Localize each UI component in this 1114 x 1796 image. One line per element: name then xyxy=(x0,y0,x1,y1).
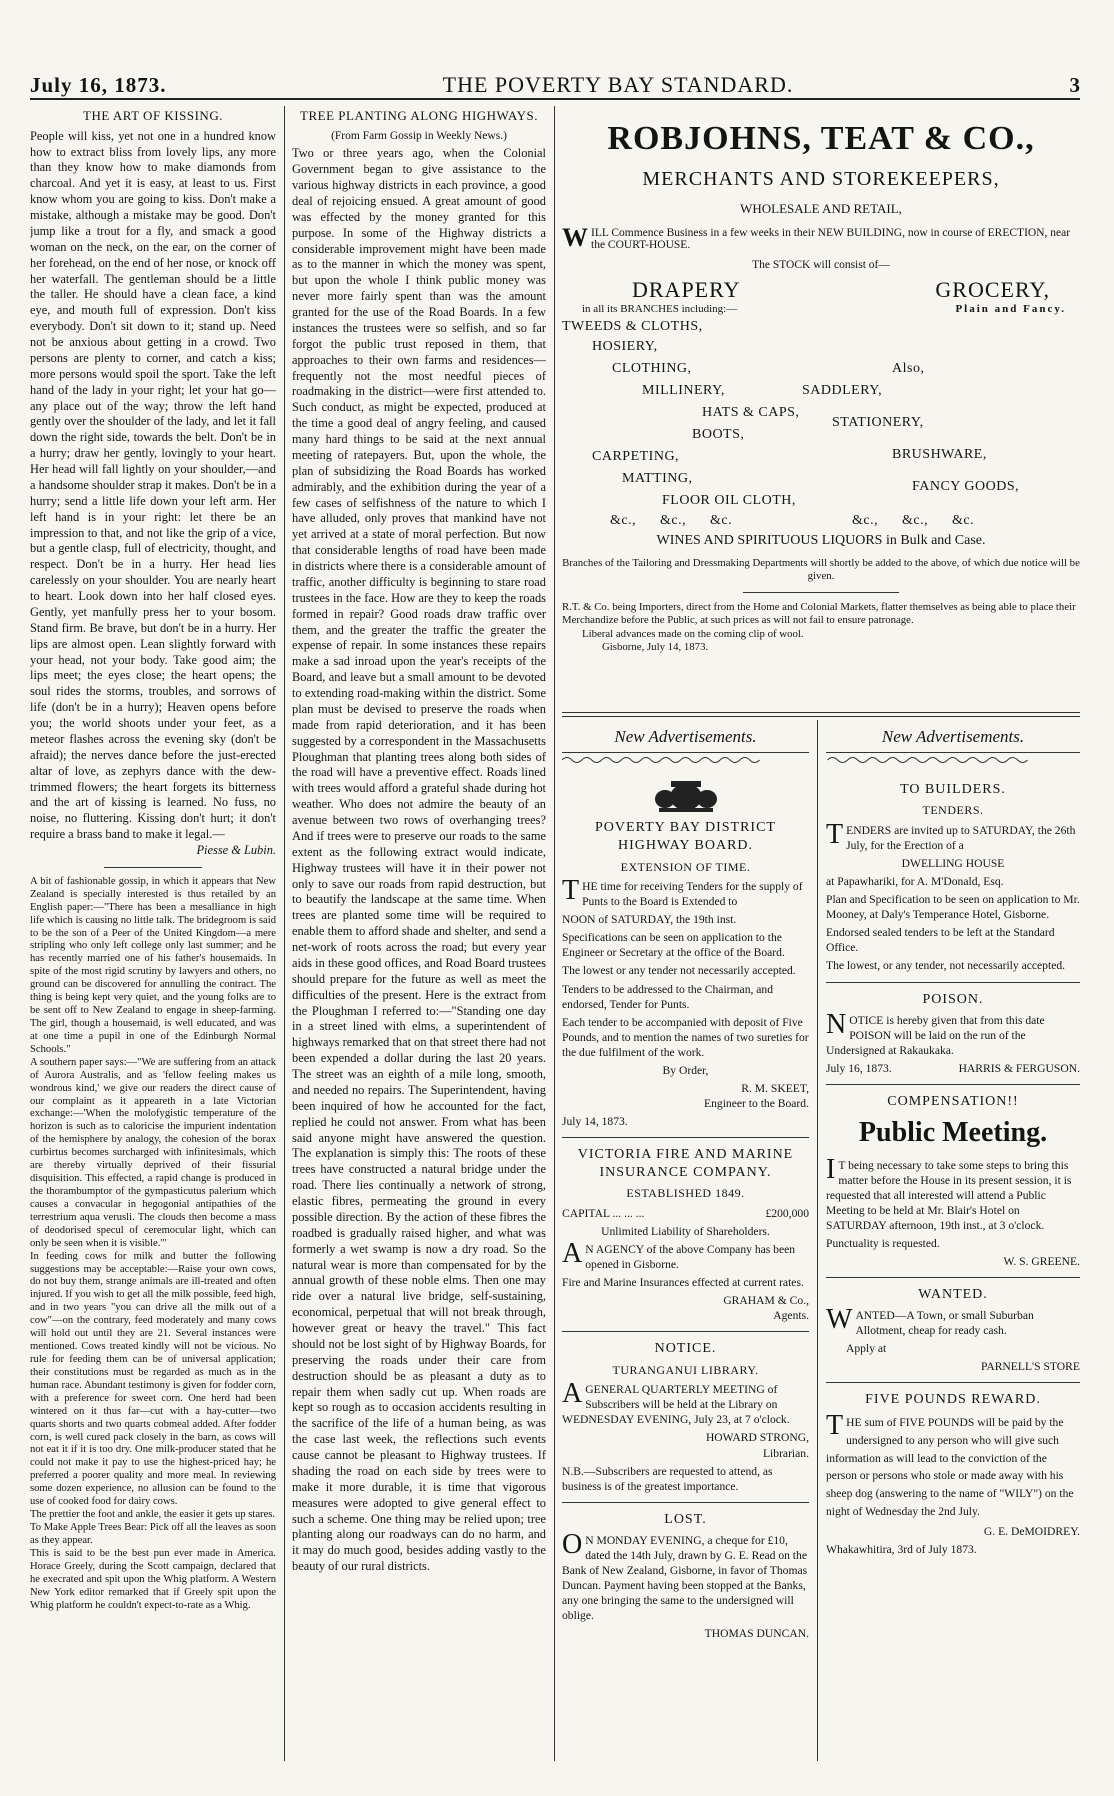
advances-notice: Liberal advances made on the coming clip of wool. xyxy=(582,627,804,640)
goods-item: FANCY GOODS, xyxy=(912,479,1020,494)
stock-categories xyxy=(562,277,1080,303)
trees-title: TREE PLANTING ALONG HIGHWAYS. xyxy=(300,108,538,123)
goods-item: &c., xyxy=(852,513,879,528)
section-rule xyxy=(562,716,1080,717)
goods-item: CARPETING, xyxy=(592,449,680,464)
goods-list xyxy=(562,315,1080,528)
drapery-heading: DRAPERY xyxy=(632,277,741,302)
wavy-divider xyxy=(562,755,760,765)
ads-column-left: New Advertisements. POVERTY BAY DISTRICT HIGHWAY BOARD. EXTENSION OF TIME. THE time for receiving Tenders for the supply of Punts to the Board is Extended to NOON of SATURDAY, the 19th inst. Specifications can be seen on application to the Engineer or Secretary at the office of the Board. The lowest or any tender not necessarily accepted. Tenders to be addressed to the Chairman, and endorsed, Tender for Punts. Each tender to be accompanied with deposit of Five Pounds, and to mention the names of two sureties for the due fulfilment of the work. By Order, R. M. SKEET, Engineer to the Board. July 14, 1873. VICTORIA FIRE AND MARINE INSURANCE COMPANY. ESTABLISHED 1849. CAPITAL ... ... ... £200,000 Unlimited Liability of Shareholders. A N AGENCY of the above Company has been opened in Gisborne. Fire and Marine Insurances effected at current rates. GRAHAM & Co., Agents. NOTICE. TURANGANUI LIBRARY. AGENERAL QUARTERLY MEETING of Subscribers will be held at the Library on WEDNESDAY EVENING, July 23, at 7 o'clock. HOWARD STRONG, Librarian. N.B.—Subscribers are requested to attend, as business is of the greatest importance. LOST. O N MONDAY EVENING, a cheque for £10, dated the 14th July, drawn by G. E. Read on the Bank of New Zealand, Gisborne, in favor of Thomas Duncan. Payment having been stopped at the Banks, any one bringing the same to the undersigned will oblige. THOMAS DUNCAN. xyxy=(562,722,809,1762)
column-kissing xyxy=(30,106,276,1761)
gossip-paragraph: This is said to be the best pun ever made in America. Horace Greely, during the Scott campaign, declared that he execrated and spit upon the Whig platform. A Western New York editor remarked that if Greely spit upon the Whig platform he couldn't expect-to-rate as a Whig. xyxy=(30,1547,276,1611)
divider xyxy=(826,1277,1080,1278)
divider xyxy=(826,1382,1080,1383)
divider xyxy=(562,1137,809,1138)
firm-name: ROBJOHNS, TEAT & CO., xyxy=(607,120,1035,157)
goods-item: &c. xyxy=(952,513,975,528)
builders-title: TO BUILDERS. xyxy=(900,782,1006,798)
highway-title: POVERTY BAY DISTRICT HIGHWAY BOARD. xyxy=(595,820,776,854)
goods-item: &c., xyxy=(610,513,637,528)
gossip-paragraph: A bit of fashionable gossip, in which it appears that New Zealand is specially interested is thus retailed by an English paper:—"There has been a mesalliance in high life which is causing no little talk. The bridegroom is said to be the son of a Peer of the United Kingdom—a mere stripling who only left college only last summer; and he has recently married one of his father's housemaids. In spite of the most rigid scrutiny by lawyers and others, no ground can be discovered for annulling the contract. The thing is being kept very quiet, and the young folks are to be sent off to New Zealand to engage in sheep-farming. The girl, though a housemaid, is well educated, and was at one time a pupil in one of the Edinburgh Normal Schools." xyxy=(30,875,276,1055)
importers-notice: R.T. & Co. being Importers, direct from the Home and Colonial Markets, flatter themselves as being able to place their Merchandize before the Public, at such prices as will not fail to ensure patronage. xyxy=(562,600,1076,627)
gossip-paragraph: In feeding cows for milk and butter the following suggestions may be acceptable:—Raise your own cows, do not buy them, strange animals are ill-treated and often injured. If you wish to get all the milk possible, feed high, and in two years "you can drive all the milk out of a cow"—on the contrary, feed moderately and many cows will hold out until they are 21. Several instances were mentioned. Cows treated kindly will not be vicious. No rule for feeding them can be of universal application; their constitutions must be regarded as much as in the human race. Abundant testimony is given for fodder corn, with a preference for sweet corn. One herd had been wintered on it thus far—cut with a hay-cutter—two quarts shorts and two quarts cobmeal added. After fodder corn, is well cured pack closely in the barn, as cows will not eat it if it is too dry. One milk-producer stated that he could not make it pay to use the highest-priced hay; he preferred a poorer quality and more meal. In reviewing some dozen experience, no allusion can be found to the use of cooked food for dairy cows. xyxy=(30,1250,276,1508)
goods-item: &c. xyxy=(710,513,733,528)
gossip-paragraph: To Make Apple Trees Bear: Pick off all the leaves as soon as they appear. xyxy=(30,1521,276,1546)
section-rule xyxy=(562,712,1080,713)
masthead xyxy=(30,70,1080,100)
stock-line: The STOCK will consist of— xyxy=(752,259,890,271)
divider xyxy=(743,592,898,593)
column-rule xyxy=(554,106,555,1761)
robjohns-advert xyxy=(562,106,1080,706)
highway-sub: EXTENSION OF TIME. xyxy=(620,859,751,874)
firm-scope: WHOLESALE AND RETAIL, xyxy=(740,201,902,216)
wines-line: WINES AND SPIRITUOUS LIQUORS in Bulk and Case. xyxy=(656,533,986,548)
reward-title: FIVE POUNDS REWARD. xyxy=(865,1392,1041,1408)
goods-item: CLOTHING, xyxy=(612,361,692,376)
goods-item: BOOTS, xyxy=(692,427,745,442)
goods-item: SADDLERY, xyxy=(802,383,883,398)
firm-intro: W ILL Commence Business in a few weeks in their NEW BUILDING, now in course of ERECTION, near the COURT-HOUSE. xyxy=(562,223,1071,252)
drop-cap: W xyxy=(562,223,588,252)
goods-item: Also, xyxy=(892,361,925,376)
compensation-title: COMPENSATION!! xyxy=(887,1093,1019,1109)
wavy-divider xyxy=(826,755,1029,765)
new-ads-header: New Advertisements. xyxy=(826,722,1080,753)
gossip-paragraph: The prettier the foot and ankle, the easier it gets up stares. xyxy=(30,1509,276,1521)
kissing-title: THE ART OF KISSING. xyxy=(83,108,223,123)
poison-title: POISON. xyxy=(922,991,984,1007)
drop-cap: I xyxy=(826,1153,836,1185)
stock-subheads: in all its BRANCHES including:— Plain and Fancy. xyxy=(582,303,1066,315)
newspaper-title: THE POVERTY BAY STANDARD. xyxy=(442,72,794,97)
goods-item: &c., xyxy=(902,513,929,528)
goods-item: BRUSHWARE, xyxy=(892,447,987,462)
ads-column-right: New Advertisements. TO BUILDERS. TENDERS. TENDERS are invited up to SATURDAY, the 26th July, for the Erection of a DWELLING HOUSE at Papawhariki, for A. M'Donald, Esq. Plan and Specification to be seen on application to Mr. Mooney, at Daly's Temperance Hotel, Gisborne. Endorsed sealed tenders to be left at the Standard Office. The lowest, or any tender, not necessarily accepted. POISON. NOTICE is hereby given that from this date POISON will be laid on the run of the Undersigned at Rakaukaka. July 16, 1873. HARRIS & FERGUSON. COMPENSATION!! Public Meeting. I T being necessary to take some steps to bring this matter before the House in its present session, it is requested that all interested will attend a Public Meeting to be held at Mr. Blair's Hotel on SATURDAY afternoon, 19th inst., at 3 o'clock. Punctuality is requested. W. S. GREENE. WANTED. WANTED—A Town, or small Suburban Allotment, cheap for ready cash. Apply at PARNELL'S STORE FIVE POUNDS REWARD. THE sum of FIVE POUNDS will be paid by the undersigned to any person who will give such information as will lead to the conviction of the person or persons who stole or made away with his sheep dog (answering to the name of "WILY") on the night of Wednesday the 2nd July. G. E. DeMOIDREY. Whakawhitira, 3rd of July 1873. xyxy=(826,722,1080,1762)
kissing-body: People will kiss, yet not one in a hundred know how to extract bliss from lovely lips, any more than they know how to make diamonds from charcoal. And yet it is easy, at least to us. First know whom you are going to kiss. Don't make a mistake, although a mistake may be good. Don't jump like a trout for a fly, and smack a good woman on the neck, on the ear, on the corner of her forehead, on the end of her nose, or knock off her waterfall. The gentleman should be a little the taller. He should have a clean face, a kind eye, and mouth full of expression. Don't kiss everybody. Don't sit down to it; stand up. Need not be anxious about getting in a crowd. Two persons are plenty to corner, and catch a kiss; more persons would spoil the sport. Take the left hand of the lady in your right; let your hat go—any place out of the way; throw the left hand gently over the shoulder of the lady, and let it fall down the right side, towards the belt. Don't be in a hurry; draw her gently, lovingly to your heart. Her head will fall lightly on your shoulder,—and a handsome shoulder strap it makes. Don't be in a hurry; send a little life down your left arm. Her left hand is in your right: let there be an impression to that, and not like the grip of a vice, but a gentle clasp, full of electricity, thought, and respect. Don't be in a hurry. Her head lies carelessly on your shoulder. You are nearly heart to heart. Look down into her half closed eyes. Gently, yet manfully press her to your bosom. Stand firm. Be brave, but don't be in a hurry. Her lips are almost open. Lean slightly forward with your head, not your body. Take good aim; the lips meet; the eyes close; the heart opens; the soul rides the storms, troubles, and sorrows of life (don't be in a hurry); Heaven opens before you; the world shoots under your feet, as a meteor flashes across the evening sky (don't be afraid); the nerves dance before the just-erected altar of love, as zephyrs dance with the dew-trimmed flowers; the heart forgets its bitterness and the art of kissing is learned. No fuss, no noise, no fluttering. Kissing don't hurt; it don't require a brass band to make it legal.— xyxy=(30,128,276,842)
gossip-block xyxy=(30,876,276,1613)
lost-title: LOST. xyxy=(664,1511,707,1527)
public-meeting-heading: Public Meeting. xyxy=(858,1117,1048,1149)
goods-item: STATIONERY, xyxy=(832,415,924,430)
column-rule xyxy=(284,106,285,1761)
goods-item: TWEEDS & CLOTHS, xyxy=(562,319,703,334)
column-trees xyxy=(292,106,546,1761)
goods-item: &c., xyxy=(660,513,687,528)
signatory: R. M. SKEET, xyxy=(741,1081,809,1095)
trees-body: Two or three years ago, when the Colonial Government began to give assistance to the various highway districts in each province, a good deal of rejoicing ensued. A great amount of good was effected by the money granted for this purpose. In some of the Highway districts a considerable improvement might have been made as to the manner in which the money was spent, but upon the whole I think public money was never more fairly spent than was the amount granted for the use of the Road Boards. In a few instances the trustees were so selfish, and so far forgot the public trust reposed in them, that approaches to their own farms and residences—frequently not the most needful pieces of roadmaking in the district—were first attended to. Such conduct, as might be expected, produced at the time a good deal of angry feeling, and caused many hard things to be said at the next annual meeting of ratepayers. But, upon the whole, the plan of subsidizing the Road Boards has worked admirably, and the exhibition during the year of a few cases of selfishness of the nature to which I have alluded, only proves that mankind have not yet arrived at a state of moral perfection. But now that considerable lengths of road have been made in districts where there is a considerable amount of traffic, another difficulty is beginning to stare road trustees in the face. How are they to keep the roads formed in repair? Good roads draw traffic over them, and the greater the traffic the greater the expense of repair. In some instances these repairs make a sad inroad upon the year's receipts of the Board, and leave but a small amount to be devoted to extending road-making within the district. Some plan must be devised to preserve the roads when made from rapid deterioration, and it has been suggested by a correspondent in the Massachusetts Ploughman that planting trees along both sides of the road will have a preventive effect. Roads lined with trees would afford a grateful shade during hot weather. Who does not admire the beauty of an avenue between two rows of overhanging trees? And if trees were to preserve our roads to the same extent as the following extract would indicate, Highway trustees will have it in their power not only to save our roads from rapid destruction, but to beautify the landscape at the same time. When trees are planted some time will be required to enable them to afford shade and shelter, and send a net-work of roots across the road; but every year aids in these good offices, and Road Board trustees should prepare for the future as well as meet the difficulties of the present. Here is the extract from the Ploughman I referred to:—"Standing one day in a street lined with elms, a superintendent of highways remarked that on that street there had not been expended a dollar during the last 20 years. The street was an eighth of a mile long, smooth, and needed no repairs. The Superintendent, having been inquired of how he accounted for the fact, replied he could not answer. From what has been said anyone might have answered the question. The explanation is simply this: The roots of these trees have constructed a natural bridge under the road. There lies continually a network of strong, elastic fibres, permeating the ground in every possible direction. By the action of these fibres the roadbed is gradually raised higher, and what was formerly a wet swamp is now a dry road. So the natural wear is more than compensated for by the annual growth of these noble elms. Then one may ride over a natural live bridge, self-sustaining, economical, perpetual that will not break through, however great or heavy the travel." This fact should not be lost sight of by Highway Boards, for preserving the roads under their care from destruction should be as pleasant a duty as to repair them when sadly cut up. When roads are kept so rough as to occasion accidents resulting in the sacrifice of the life of a human being, as was the case last week, the reflections such events cause cannot be pleasant to Highway trustees. If shading the road on each side by trees were to make it more durable, it is time that vigorous measures were adopted to give general effect to such a scheme. One thing may be relied upon; tree planting along our roadways can do no harm, and it may do much good, besides adding vastly to the beauty of our rural districts. xyxy=(292,146,546,1574)
gossip-paragraph: A southern paper says:—"We are suffering from an attack of Aurora Australis, and as 'fellow feeling makes us wondrous kind,' we give our readers the direct cause of our complaint as it appeareth in a late Victorian exchange:—'When the molofygistic temperature of the horizon is such as to caloricise the impurient indentation of the hemisphere by analogy, the cohesion of the borax curbirtus becomes surcharged with infinitesimals, which are thereby virtually deprived of their fissurial disquisition. This effected, a rapid change is produced in the thorambumptor of the gympasticutus palerium which causes a convacular in hegogonial antipathies of the terrestrium aqua verusli. The clouds then become a mass of deodorised specul of ceremocular light, which can only be seen when it is visible.'" xyxy=(30,1056,276,1249)
robjohns-dateline: Gisborne, July 14, 1873. xyxy=(602,641,709,654)
divider xyxy=(104,867,202,868)
issue-date: July 16, 1873. xyxy=(30,73,167,97)
drop-cap: A xyxy=(562,1238,583,1270)
goods-item: HOSIERY, xyxy=(592,339,658,354)
goods-item: MATTING, xyxy=(622,471,693,486)
kissing-signature: Piesse & Lubin. xyxy=(196,843,276,857)
column-rule xyxy=(817,720,818,1761)
drop-cap: T xyxy=(562,875,580,907)
firm-trade: MERCHANTS AND STOREKEEPERS, xyxy=(642,168,1000,190)
tailoring-notice: Branches of the Tailoring and Dressmaking Departments will shortly be added to the above, of which due notice will be given. xyxy=(562,557,1080,583)
divider xyxy=(826,1084,1080,1085)
drop-cap: T xyxy=(826,1409,844,1441)
page-number: 3 xyxy=(1069,73,1080,97)
drop-cap: T xyxy=(826,818,844,850)
new-ads-header: New Advertisements. xyxy=(562,722,809,753)
drop-cap: N xyxy=(826,1008,847,1040)
wanted-title: WANTED. xyxy=(918,1286,988,1302)
trees-source: (From Farm Gossip in Weekly News.) xyxy=(331,129,507,142)
divider xyxy=(562,1502,809,1503)
victoria-title: VICTORIA FIRE AND MARINE INSURANCE COMPANY. xyxy=(577,1147,794,1181)
divider xyxy=(826,982,1080,983)
drop-cap: W xyxy=(826,1304,853,1336)
drop-cap: A xyxy=(562,1378,583,1410)
goods-item: FLOOR OIL CLOTH, xyxy=(662,493,796,508)
grocery-heading: GROCERY, xyxy=(935,277,1050,302)
crest-icon xyxy=(651,779,721,813)
drop-cap: O xyxy=(562,1528,583,1560)
goods-item: HATS & CAPS, xyxy=(702,405,800,420)
divider xyxy=(562,1331,809,1332)
notice-title: NOTICE. xyxy=(654,1341,717,1357)
goods-item: MILLINERY, xyxy=(642,383,725,398)
